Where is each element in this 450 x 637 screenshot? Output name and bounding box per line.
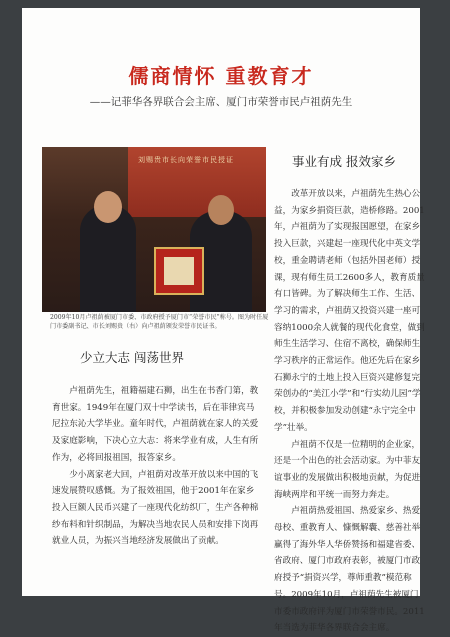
award-photo [42,147,266,312]
left-column-text [52,383,262,550]
paragraph: 卢祖荫热爱祖国、热爱家乡、热爱母校、重教育人、慷慨解囊、慈善社举赢得了海外华人华侨赞扬和福建省委、省政府、厦门市政府表彰，被厦门市政府授予“捐资兴学，尊师重教”模范称号。2009年10月，卢祖荫先生被厦门市委市政府评为厦门市荣誉市民。2011年当选为菲华各界联合会主席。 [274,506,425,634]
person-left-head [94,191,122,223]
person-right-head [208,195,234,225]
article-title: 儒商情怀 重教育才 [128,64,314,88]
section-heading-right: 事业有成 报效家乡 [292,154,396,169]
paragraph: 少小离家老大回，卢祖荫对改革开放以来中国的飞速发展赞叹感慨。为了报效祖国，他于2001年在家乡投入巨额人民币兴建了一座现代化纺织厂，生产各种棉纱布料和针织制品，为解决当地农民人员和安排下岗再就业人员，为振兴当地经济发展做出了贡献。 [52,469,259,547]
article-subtitle: ——记菲华各界联合会主席、厦门市荣誉市民卢祖荫先生 [89,96,353,108]
paragraph: 卢祖荫先生，祖籍福建石狮，出生在书香门第，教育世家。1949年在厦门双十中学读书，后在菲律宾马尼拉东沁大学毕业。童年时代，卢祖荫就在家人的关爱及家庭影响，下决心立大志：将来学业有成，人生有所作为，必将回报祖国，报答家乡。 [52,386,259,463]
certificate-face [164,257,194,285]
paragraph: 卢祖荫不仅是一位精明的企业家，还是一个出色的社会活动家。为中菲友谊事业的发展做出积极地贡献，为促进海峡两岸和平统一而努力奔走。 [274,439,421,500]
section-heading-left: 少立大志 闯荡世界 [80,350,184,365]
honor-certificate [154,247,204,295]
right-column-text [274,186,426,637]
photo-caption: 2009年10月卢祖荫被厦门市委、市政府授予厦门市“荣誉市民”称号。图为时任厦门市委副书记、市长刘赐贵（右）向卢祖荫颁发荣誉市民证书。 [50,314,269,330]
paragraph: 改革开放以来，卢祖荫先生热心公益，为家乡捐资巨款，造桥修路。2001年，卢祖荫为了实现报国愿望，在家乡投入巨款，兴建起一座现代化中英文学校，重金聘请老师（包括外国老师）授课，现有师生员工2600多人，教育质量有口皆碑。为了解决师生工作、生活、学习的需求，卢祖荫又投资兴建一座可容纳1000余人就餐的现代化食堂，做到师生生活学习、住宿不离校，确保师生学习秩序的正常运作。他还先后在家乡石狮永宁的土地上投入巨资兴建修复完荣创办的“美江小学”和“行实幼儿园”学校，并积极参加发动创建“永宁完全中学”壮举。 [274,189,425,433]
magazine-page [22,8,425,634]
banner-text: 刘赐贵市长向荣誉市民授证 [138,156,234,164]
